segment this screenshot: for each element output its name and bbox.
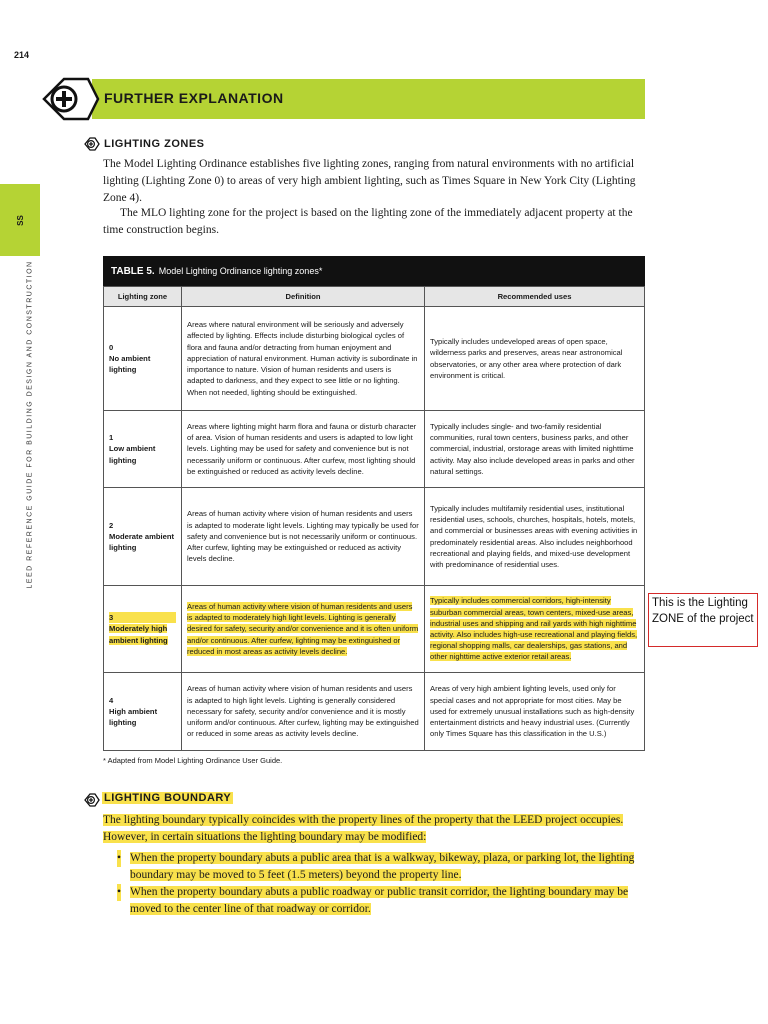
table-title-bar (103, 256, 645, 286)
uses-cell: Areas of very high ambient lighting levels, used only for special cases and not appropriate for most cities. May be used for extremely unusual installations such as high-density entertainment districts and heavy industrial uses. (Currently only Times Square has this classification in the U.S.) (425, 673, 645, 751)
zone-number: 3 (109, 612, 176, 623)
zone-name: No ambient lighting (109, 353, 151, 375)
side-tab (0, 184, 40, 256)
lighting-boundary-intro (103, 812, 643, 846)
zone-number: 2 (109, 520, 114, 530)
annotation-note: This is the Lighting ZONE of the project (648, 593, 758, 647)
column-header: Recommended uses (425, 287, 645, 307)
lighting-zones-table (103, 286, 645, 751)
section-arrow-icon (84, 793, 100, 807)
zone-name: Moderate ambient lighting (109, 531, 174, 553)
definition-cell (182, 586, 425, 673)
bullet-icon: • (117, 850, 121, 867)
lighting-zones-paragraph-1: The Model Lighting Ordinance establishes five lighting zones, ranging from natural environments with no artificial lighting (Lighting Zone 0) to areas of very high ambient lighting, such as Times Square in New York City (Lighting Zone 4). (103, 158, 636, 204)
highlighted-definition: Areas of human activity where vision of human residents and users is adapted to moderately high light levels. Lighting is generally desired for safety, security and/or convenience and it is often uniform and/or continuous. After curfew, lighting may be extinguished or reduced in most areas as activity levels decline. (187, 601, 419, 656)
zone-name: Low ambient lighting (109, 444, 156, 465)
definition-cell: Areas of human activity where vision of human residents and users is adapted to high light levels. Lighting is generally considered necessary for safety, security and/or convenience and it is mostly uniform and/or continuous. After curfew, lighting may be extinguished or reduced in some areas as activity levels decline. (182, 673, 425, 751)
side-tab-label: SS (15, 214, 25, 226)
table-header-row (104, 287, 645, 307)
zone-cell (104, 307, 182, 411)
uses-cell (425, 586, 645, 673)
boundary-bullet-list (114, 850, 644, 918)
lighting-zones-paragraph-2: The MLO lighting zone for the project is based on the lighting zone of the immediately adjacent property at the time construction begins. (103, 207, 633, 236)
section-arrow-icon (84, 137, 100, 151)
table-row (104, 673, 645, 751)
column-header: Definition (182, 287, 425, 307)
page-number: 214 (14, 50, 30, 60)
uses-cell: Typically includes single- and two-family residential communities, rural town centers, business parks, and other commercial, industrial, orstorage areas with limited nighttime activity. May also include developed areas in parks and other natural settings. (425, 411, 645, 488)
lighting-boundary-heading: LIGHTING BOUNDARY (104, 792, 232, 804)
zone-name: High ambient lighting (109, 706, 158, 728)
zone-number: 1 (109, 433, 114, 443)
table-row (104, 586, 645, 673)
zone-number: 4 (109, 695, 114, 705)
definition-cell: Areas where lighting might harm flora and fauna or disturb character of area. Vision of human residents and users is adapted to low light levels. Lighting may be used for safety and convenience but is not necessarily uniform or continuous. After curfew, most lighting should be extinguished or reduced as activity levels decline. (182, 411, 425, 488)
zone-cell (104, 488, 182, 586)
list-item (114, 850, 644, 884)
table-row (104, 488, 645, 586)
bullet-icon: • (117, 884, 121, 901)
running-title: LEED REFERENCE GUIDE FOR BUILDING DESIGN AND CONSTRUCTION (26, 259, 34, 589)
zone-cell (104, 411, 182, 488)
header-title: FURTHER EXPLANATION (104, 90, 284, 106)
zone-cell (104, 586, 182, 673)
definition-cell: Areas where natural environment will be seriously and adversely affected by lighting. Effects include disturbing biological cycles of flora and fauna and/or detracting from human enjoyment and appreciation of natural environment. Human activity is subordinate in importance to nature. Vision of human residents and users is adapted to darkness, and they expect to see little or no lighting. When not needed, lighting should be extinguished. (182, 307, 425, 411)
uses-cell: Typically includes undeveloped areas of open space, wilderness parks and preserves, areas near astronomical observatories, or any other area where protection of dark environment is critical. (425, 307, 645, 411)
definition-cell: Areas of human activity where vision of human residents and users is adapted to moderate light levels. Lighting may typically be used for safety and convenience but is not necessarily uniform or continuous. After curfew, lighting may be extinguished or reduced as activity levels decline. (182, 488, 425, 586)
table-caption: Model Lighting Ordinance lighting zones* (158, 266, 323, 276)
zone-name: Moderately high ambient lighting (109, 624, 168, 645)
lighting-zones-heading: LIGHTING ZONES (104, 138, 205, 150)
zone-cell (104, 673, 182, 751)
table-row (104, 307, 645, 411)
table-label: TABLE 5. (111, 265, 155, 277)
list-item (114, 884, 644, 918)
zone-number: 0 (109, 342, 114, 352)
plus-arrow-icon (42, 76, 100, 122)
highlighted-uses: Typically includes commercial corridors, high-intensity suburban commercial areas, town centers, mixed-use areas, industrial uses and shipping and rail yards with high nighttime activity. Also includes high-use recreational and playing fields, regional shopping malls, car dealerships, gas stations, and other nighttime active exterior retail areas. (430, 596, 638, 662)
table-footnote: * Adapted from Model Lighting Ordinance User Guide. (103, 756, 283, 765)
column-header: Lighting zone (104, 287, 182, 307)
highlighted-intro: The lighting boundary typically coincides with the property lines of the property that the LEED project occupies. However, in certain situations the lighting boundary may be modified: (103, 814, 624, 843)
uses-cell: Typically includes multifamily residential uses, institutional residential uses, schools, churches, hospitals, hotels, motels, and commercial or businesses areas with evening activities in predominately residential areas. Also includes neighborhood recreational and playing fields, and mixed-use development with predominance of residential uses. (425, 488, 645, 586)
table-row (104, 411, 645, 488)
bullet-text: When the property boundary abuts a public area that is a walkway, bikeway, plaza, or parking lot, the lighting boundary may be moved to 5 feet (1.5 meters) beyond the property line. (130, 852, 635, 881)
bullet-text: When the property boundary abuts a public roadway or public transit corridor, the lighting boundary may be moved to the center line of that roadway or corridor. (130, 886, 629, 915)
